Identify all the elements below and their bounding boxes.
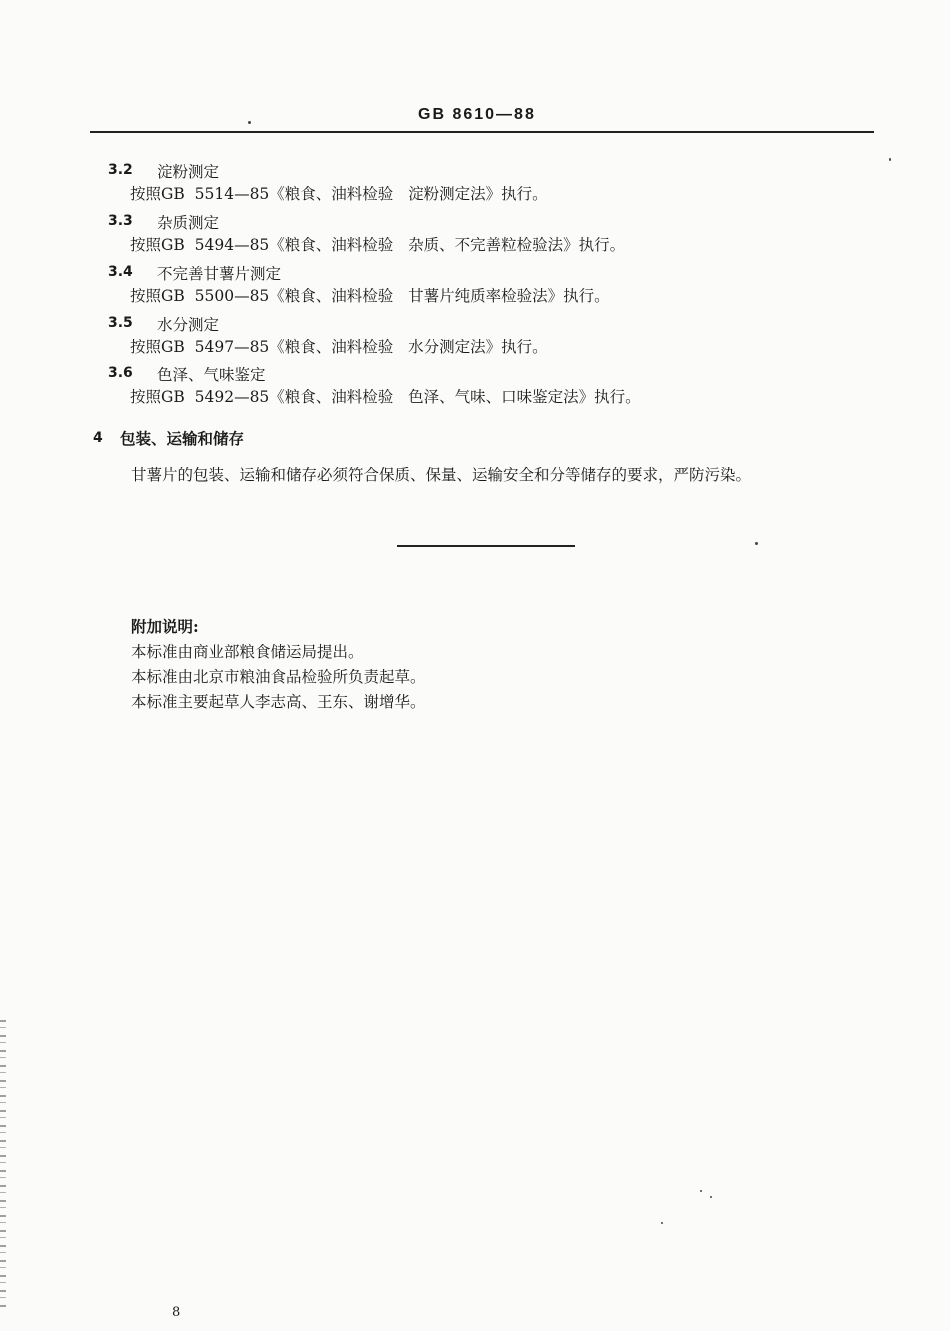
notes-heading: 附加说明: [131, 617, 199, 636]
scan-speck [889, 158, 891, 161]
chapter-title: 包装、运输和储存 [120, 429, 245, 448]
section-body: 按照GB 5500—85《粮食、油料检验 甘薯片纯质率检验法》执行。 [130, 287, 610, 305]
section-body: 按照GB 5497—85《粮食、油料检验 水分测定法》执行。 [130, 338, 548, 356]
section-title: 淀粉测定 [157, 163, 220, 181]
section-body: 按照GB 5494—85《粮食、油料检验 杂质、不完善粒检验法》执行。 [130, 236, 626, 254]
header-rule [90, 131, 874, 133]
section-number: 3.5 [108, 315, 133, 331]
notes-line: 本标准由北京市粮油食品检验所负责起草。 [131, 668, 426, 686]
section-title: 色泽、气味鉴定 [157, 366, 266, 384]
section-number: 3.2 [108, 162, 133, 178]
section-number: 3.6 [108, 365, 133, 381]
chapter-number: 4 [93, 430, 103, 446]
section-body: 按照GB 5514—85《粮食、油料检验 淀粉测定法》执行。 [130, 185, 548, 203]
section-number: 3.3 [108, 213, 133, 229]
standard-code-header: GB 8610—88 [418, 106, 536, 123]
section-number: 3.4 [108, 264, 133, 280]
chapter-body: 甘薯片的包装、运输和储存必须符合保质、保量、运输安全和分等储存的要求，严防污染。 [131, 466, 752, 484]
scan-speck [755, 542, 758, 545]
scan-speck [248, 121, 251, 124]
scan-speck [710, 1196, 712, 1198]
section-title: 不完善甘薯片测定 [157, 265, 282, 283]
section-body: 按照GB 5492—85《粮食、油料检验 色泽、气味、口味鉴定法》执行。 [130, 388, 641, 406]
scan-speck [661, 1222, 663, 1224]
page-number: 8 [172, 1305, 181, 1320]
notes-line: 本标准由商业部粮食储运局提出。 [131, 643, 364, 661]
section-title: 水分测定 [157, 316, 220, 334]
section-title: 杂质测定 [157, 214, 220, 232]
end-divider [397, 545, 575, 547]
notes-line: 本标准主要起草人李志高、王东、谢增华。 [131, 693, 426, 711]
scan-edge-noise [0, 1020, 6, 1310]
scan-speck [700, 1190, 702, 1192]
